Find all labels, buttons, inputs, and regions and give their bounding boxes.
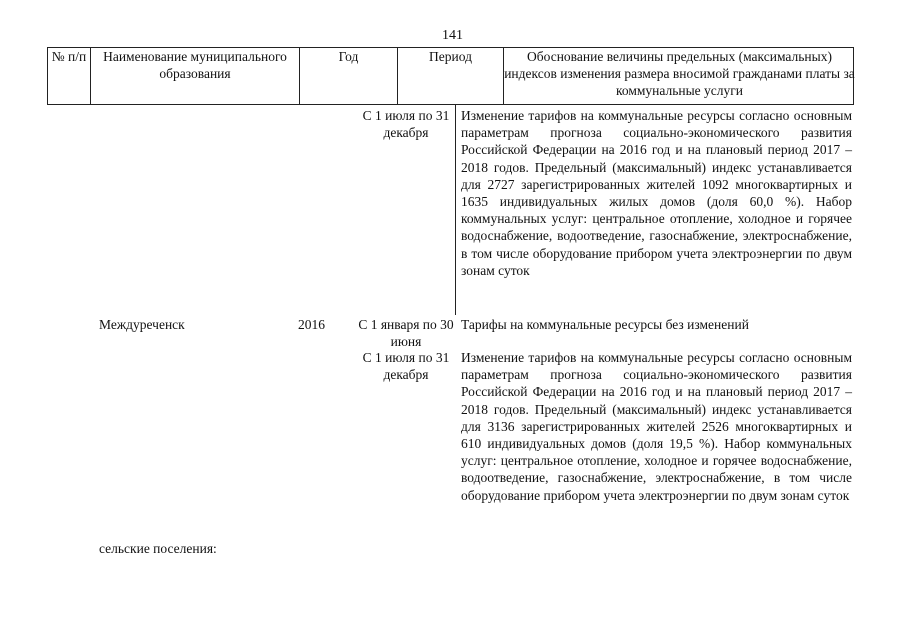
row2-municipality: Междуреченск [99,317,185,332]
row3-reason: Изменение тарифов на коммунальные ресурсы согласно основным параметрам прогноза социально-экономического развития Российской Федерации на 2016 год и на плановый период 2017 – 2018 годов. Предельный (максимальный) индекс устанавливается для 3136 зарегистрированных жителей 2526 многоквартирных и 610 индивидуальных домов (доля 19,5 %). Набор коммунальных услуг: центральное отопление, холодное и горячее водоснабжение, водоотведение, газоснабжение, электроснабжение, в том числе оборудование прибором учета электроэнергии по двум зонам суток [461,350,852,503]
table-divider [455,105,456,315]
table-header [47,47,854,105]
section-label: сельские поселения: [99,541,217,556]
header-col-year: Год [300,48,398,104]
row1-reason: Изменение тарифов на коммунальные ресурсы согласно основным параметрам прогноза социально-экономического развития Российской Федерации на 2016 год и на плановый период 2017 – 2018 годов. Предельный (максимальный) индекс устанавливается для 2727 зарегистрированных жителей 1092 многоквартирных и 1635 индивидуальных жилых домов (доля 60,0 %). Набор коммунальных услуг: центральное отопление, холодное и горячее водоснабжение, водоотведение, газоснабжение, электроснабжение, в том числе оборудование прибором учета электроэнергии по двум зонам суток [461,108,852,278]
header-col-number: № п/п [48,48,91,104]
page-number: 141 [442,28,463,43]
row2-year: 2016 [298,317,325,332]
row2-period: С 1 января по 30 июня [358,317,454,350]
row2-reason: Тарифы на коммунальные ресурсы без изменений [461,317,749,332]
row3-period: С 1 июля по 31 декабря [362,350,450,383]
header-col-municipality: Наименование муниципального образования [91,48,300,104]
row1-period: С 1 июля по 31 декабря [362,108,450,141]
header-col-period: Период [398,48,504,104]
header-col-reason: Обоснование величины предельных (максимальных) индексов изменения размера вносимой гражданами платы за коммунальные услуги [504,49,855,98]
